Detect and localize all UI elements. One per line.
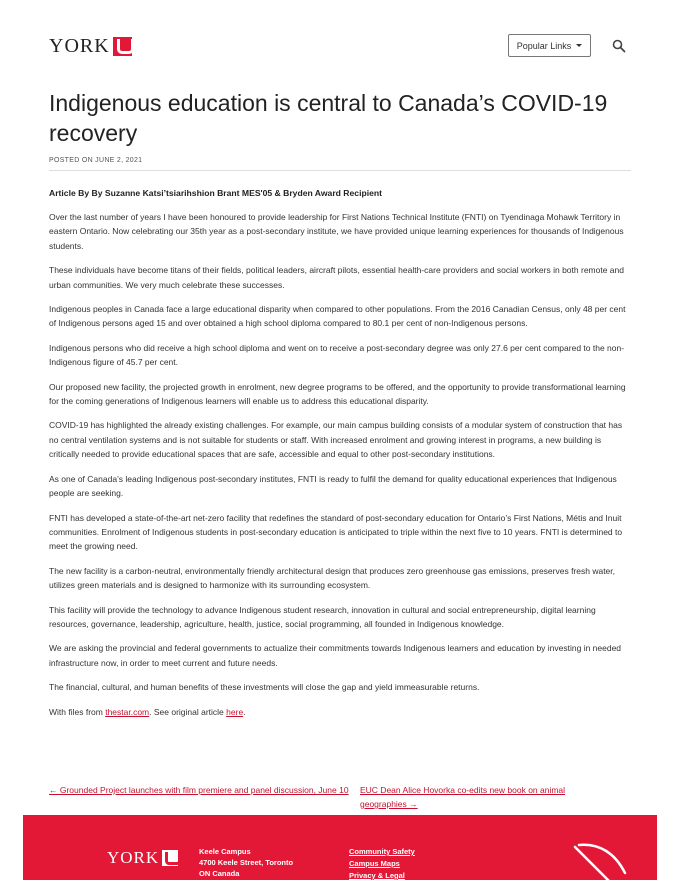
footer-logo[interactable] — [107, 849, 178, 866]
byline: Article By By Suzanne Katsi’tsiarihshion Brant MES'05 & Bryden Award Recipient — [49, 188, 382, 198]
york-u-icon — [113, 37, 132, 56]
source-prefix: With files from — [49, 706, 106, 717]
source-note — [49, 705, 631, 719]
address-line: 4700 Keele Street, Toronto — [199, 858, 294, 867]
popular-links-dropdown[interactable] — [508, 34, 591, 57]
next-post-link[interactable]: EUC Dean Alice Hovorka co-edits new book on animal geographies → — [360, 785, 566, 809]
previous-post-link[interactable]: ← Grounded Project launches with film premiere and panel discussion, June 10 — [49, 785, 349, 795]
original-article-link[interactable]: here — [226, 706, 244, 717]
article-paragraph: The financial, cultural, and human benefits of these investments will close the gap and yield immeasurable returns. — [49, 682, 480, 693]
source-middle: . See original article — [149, 706, 227, 717]
community-safety-link[interactable]: Community Safety — [349, 847, 415, 856]
article-paragraph: Indigenous peoples in Canada face a large educational disparity when compared to other populations. From the 2016 Canadian Census, only 48 per cent of Indigenous persons aged 15 and over obtained a high school diploma compared to 80.1 per cent of non-Indigenous persons. — [49, 304, 626, 329]
address-line: Keele Campus — [199, 847, 251, 856]
address-line: ON Canada — [199, 869, 240, 878]
post-navigation — [49, 783, 631, 813]
site-header — [0, 0, 680, 80]
caret-down-icon — [576, 44, 582, 47]
site-footer — [23, 815, 657, 880]
article-paragraph: Indigenous persons who did receive a high school diploma and went on to receive a post-secondary degree was only 27.6 per cent compared to the non-Indigenous figure of 45.7 per cent. — [49, 342, 625, 368]
article — [49, 88, 631, 719]
thestar-link[interactable]: thestar.com — [105, 706, 150, 717]
article-paragraph: This facility will provide the technology to advance Indigenous student research, innovation in cultural and social entrepreneurship, digital learning resources, governance, leadership, agriculture, health, justice, social programming, all founded in Indigenous knowledge. — [49, 604, 596, 629]
search-icon[interactable] — [612, 39, 626, 53]
footer-logo-text: YORK — [107, 848, 160, 867]
article-paragraph: Our proposed new facility, the projected growth in enrolment, new degree programs to be offered, and the opportunity to provide transformational learning for the coming generations of Indigenous learners will enable us to address this educational disparity. — [49, 381, 626, 407]
decorative-arrow-icon — [571, 843, 657, 880]
article-paragraph: FNTI has developed a state-of-the-art net-zero facility that redefines the standard of post-secondary education for Ontario’s First Nations, Métis and Inuit communities. Enrolment of Indigenous students in post-secondary education is anticipated to triple within the next five to 10 years. FNTI is determined to meet the growing need. — [49, 512, 623, 552]
article-paragraph: The new facility is a carbon-neutral, environmentally friendly architectural design that produces zero greenhouse gas emissions, preserves fresh water, utilizes green materials and is designed to harmonize with its surrounding ecosystem. — [49, 565, 616, 591]
posted-date: POSTED ON JUNE 2, 2021 — [49, 157, 631, 171]
article-paragraph: As one of Canada’s leading Indigenous post-secondary institutes, FNTI is ready to fulfil the demand for quality educational experiences that Indigenous people are seeking. — [49, 473, 617, 499]
source-end: . — [243, 706, 246, 717]
popular-links-label: Popular Links — [516, 40, 572, 51]
logo-text: YORK — [49, 35, 110, 57]
article-paragraph: We are asking the provincial and federal governments to actualize their commitments towards Indigenous learners and education by investing in needed infrastructure now, in order to meet current and future needs. — [49, 643, 622, 668]
york-u-icon — [162, 850, 178, 866]
article-paragraph: COVID-19 has highlighted the already existing challenges. For example, our main campus building consists of a modular system of construction that has no central ventilation systems and is not suitable for students or staff. With increased enrolment and growing interest in programs, a new building is critically needed to provide educational spaces that are safe, accessible and equal to other post-secondary institutions. — [49, 420, 623, 460]
privacy-legal-link[interactable]: Privacy & Legal — [349, 871, 405, 880]
article-paragraph: Over the last number of years I have been honoured to provide leadership for First Nations Technical Institute (FNTI) on Tyendinaga Mohawk Territory in eastern Ontario. Now celebrating our 35th year as a post-secondary institute, we have provided unique learning experiences for thousands of Indigenous students. — [49, 212, 624, 251]
campus-maps-link[interactable]: Campus Maps — [349, 859, 400, 868]
article-paragraph: These individuals have become titans of their fields, political leaders, aircraft pilots, essential health-care providers and social workers in both remote and urban communities. We very much celebrate these successes. — [49, 265, 624, 290]
footer-links — [349, 846, 415, 880]
york-logo[interactable] — [49, 36, 132, 56]
footer-address — [199, 846, 293, 879]
page-title: Indigenous education is central to Canada’s COVID-19 recovery — [49, 90, 608, 146]
